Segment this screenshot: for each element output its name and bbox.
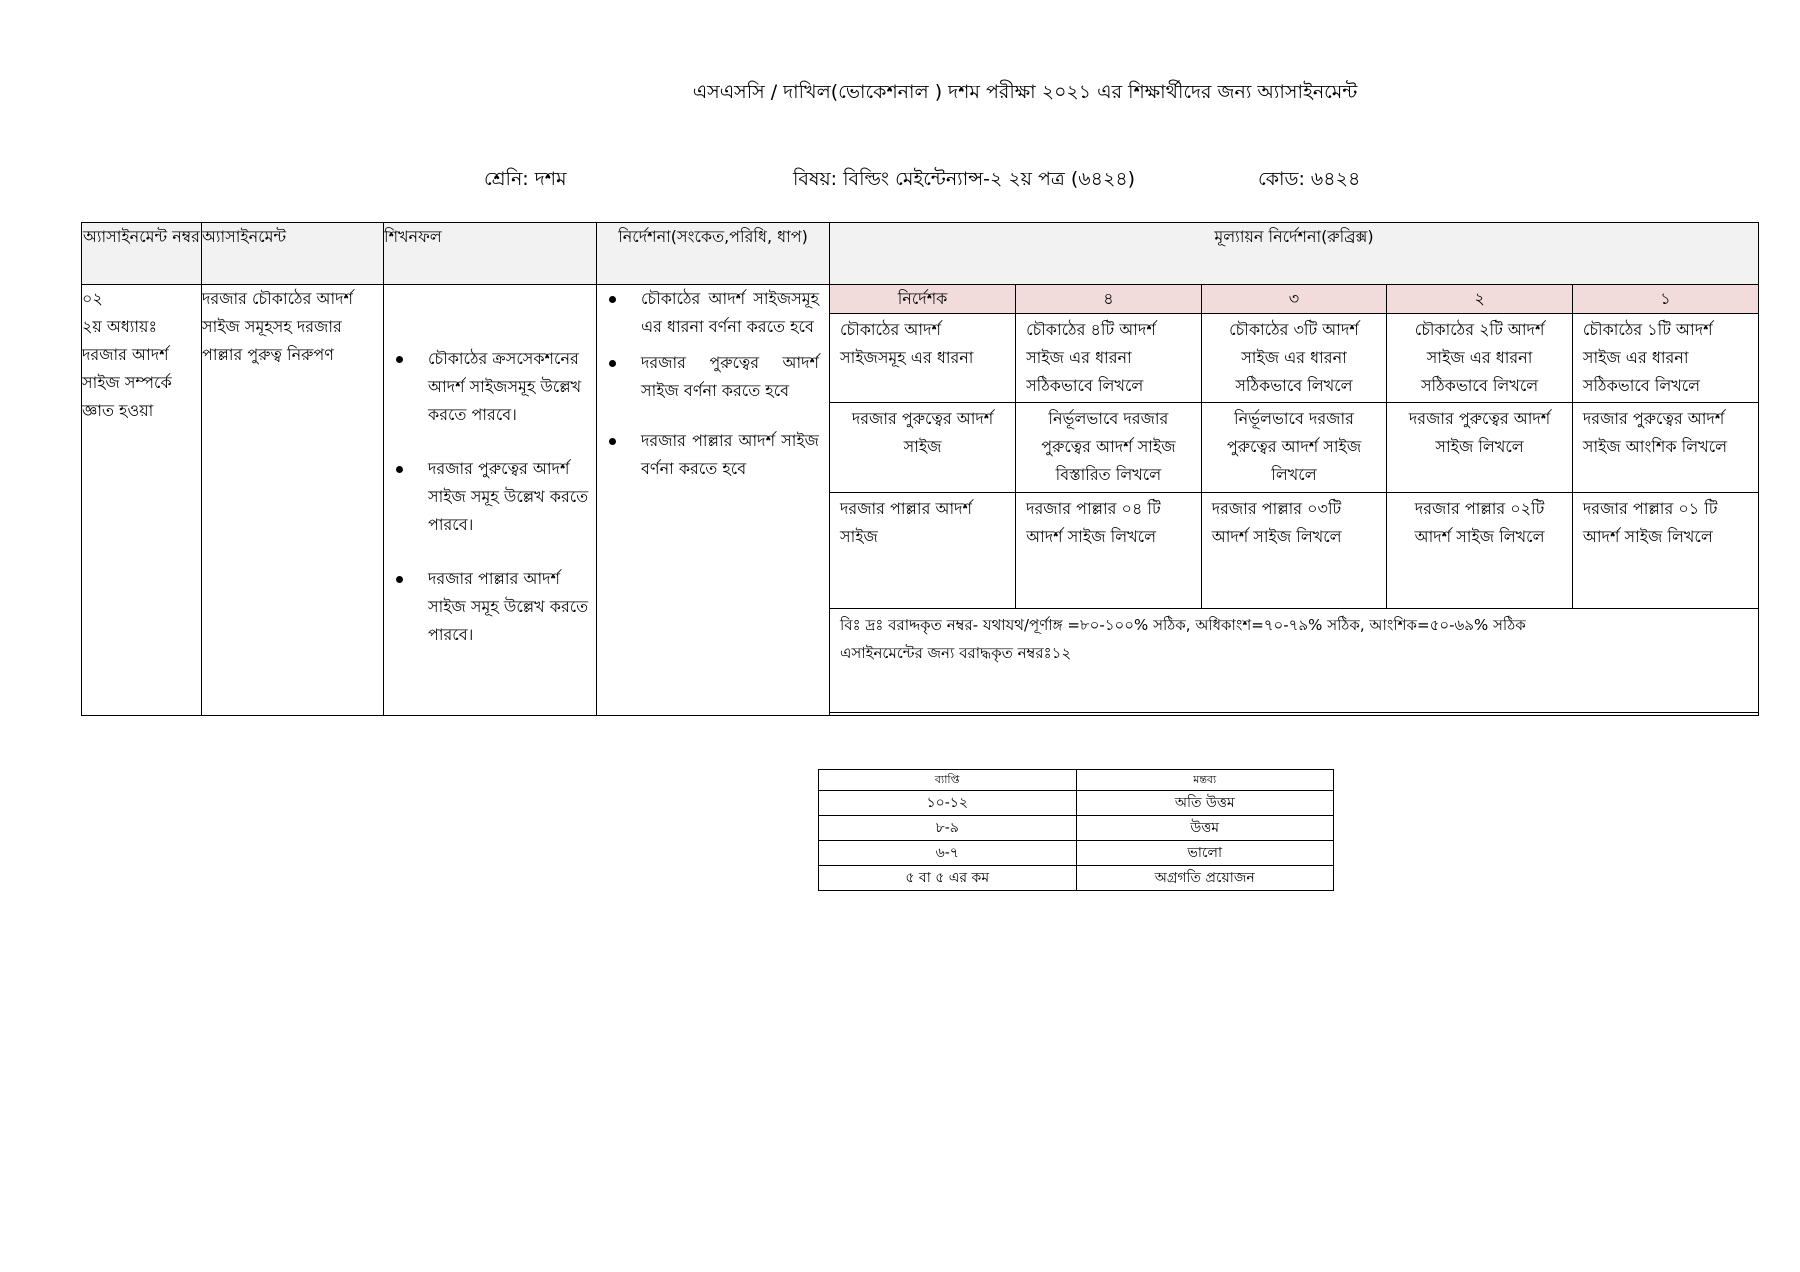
list-item: দরজার পাল্লার আদর্শ সাইজ সমূহ উল্লেখ করতে পারবে। (384, 565, 596, 649)
assignment-table (81, 222, 1759, 716)
directions-list (597, 285, 819, 483)
rubric-cell-text: নির্ভূলভাবে দরজার পুরুত্বের আদর্শ সাইজ বিস্তারিত লিখলে (1016, 403, 1202, 493)
rubric-table (830, 285, 1758, 713)
assignment-text: দরজার চৌকাঠের আদর্শ সাইজ সমূহসহ দরজার পাল্লার পুরুত্ব নিরুপণ (202, 285, 384, 716)
rubric-cell-text: চৌকাঠের ৪টি আদর্শ সাইজ এর ধারনা সঠিকভাবে লিখলে (1016, 314, 1202, 403)
note-total-marks: এসাইনমেন্টের জন্য বরাদ্ধকৃত নম্বরঃ১২ (840, 644, 1072, 662)
rubric-header-1: ১ (1572, 285, 1758, 314)
rubric-cell-text: দরজার পুরুত্বের আদর্শ সাইজ (830, 403, 1016, 493)
score-header-comment: মন্তব্য (1076, 770, 1334, 791)
list-item: দরজার পাল্লার আদর্শ সাইজ বর্ণনা করতে হবে (597, 427, 819, 483)
learning-outcomes-list (384, 315, 596, 649)
score-comment: অতি উত্তম (1076, 791, 1334, 816)
score-header-range: ব্যাপ্তি (819, 770, 1077, 791)
rubric-header-indicator: নির্দেশক (830, 285, 1016, 314)
rubric-cell-text: দরজার পাল্লার ০৩টি আদর্শ সাইজ লিখলে (1201, 493, 1387, 609)
rubric-header-2: ২ (1387, 285, 1573, 314)
rubric-cell-text: চৌকাঠের ১টি আদর্শ সাইজ এর ধারনা সঠিকভাবে লিখলে (1572, 314, 1758, 403)
rubric-cell-text: দরজার পাল্লার ০৪ টি আদর্শ সাইজ লিখলে (1016, 493, 1202, 609)
assignment-number: ০২ (82, 289, 103, 308)
code-label: কোড: ৬৪২৪ (1258, 168, 1361, 190)
rubric-cell-text: চৌকাঠের আদর্শ সাইজসমূহ এর ধারনা (830, 314, 1016, 403)
rubric-cell-text: চৌকাঠের ৩টি আদর্শ সাইজ এর ধারনা সঠিকভাবে লিখলে (1201, 314, 1387, 403)
subject-label: বিষয়: বিল্ডিং মেইন্টেন্যান্স-২ ২য় পত্র (৬৪২৪) (793, 168, 1136, 190)
rubric-cell-text: চৌকাঠের ২টি আদর্শ সাইজ এর ধারনা সঠিকভাবে লিখলে (1387, 314, 1573, 403)
rubric-cell-text: নির্ভূলভাবে দরজার পুরুত্বের আদর্শ সাইজ লিখলে (1201, 403, 1387, 493)
score-range: ৬-৭ (819, 841, 1077, 866)
score-comment: উত্তম (1076, 816, 1334, 841)
col-rubric: মূল্যায়ন নির্দেশনা(রুব্রিক্স) (830, 223, 1759, 285)
learning-outcomes-cell (384, 285, 597, 716)
list-item: চৌকাঠের ক্রসসেকশনের আদর্শ সাইজসমূহ উল্লেখ করতে পারবে। (384, 345, 596, 429)
rubric-header-3: ৩ (1201, 285, 1387, 314)
list-item: দরজার পুরুত্বের আদর্শ সাইজ বর্ণনা করতে হবে (597, 349, 819, 405)
score-comment: ভালো (1076, 841, 1334, 866)
class-label: শ্রেনি: দশম (484, 168, 567, 190)
score-comment: অগ্রগতি প্রয়োজন (1076, 866, 1334, 891)
list-item: চৌকাঠের আদর্শ সাইজসমূহ এর ধারনা বর্ণনা করতে হবে (597, 285, 819, 341)
score-range-table (818, 769, 1334, 891)
rubric-header-4: ৪ (1016, 285, 1202, 314)
rubric-note (830, 609, 1758, 713)
col-assignment: অ্যাসাইনমেন্ট (202, 223, 384, 285)
rubric-cell-text: দরজার পুরুত্বের আদর্শ সাইজ আংশিক লিখলে (1572, 403, 1758, 493)
rubric-cell (830, 285, 1759, 716)
col-assignment-no: অ্যাসাইনমেন্ট নম্বর (82, 223, 202, 285)
col-directions: নির্দেশনা(সংকেত,পরিধি, ধাপ) (597, 223, 830, 285)
rubric-cell-text: দরজার পাল্লার ০২টি আদর্শ সাইজ লিখলে (1387, 493, 1573, 609)
directions-cell (597, 285, 830, 716)
score-range: ৫ বা ৫ এর কম (819, 866, 1077, 891)
score-range: ১০-১২ (819, 791, 1077, 816)
rubric-cell-text: দরজার পাল্লার আদর্শ সাইজ (830, 493, 1016, 609)
page-title: এসএসসি / দাখিল(ভোকেশনাল ) দশম পরীক্ষা ২০২১ এর শিক্ষার্থীদের জন্য অ্যাসাইনমেন্ট (692, 81, 1358, 103)
note-marks-distribution: বিঃ দ্রঃ বরাদ্দকৃত নম্বর- যথাযথ/পূর্ণাঙ্গ =৮০-১০০% সঠিক, অধিকাংশ=৭০-৭৯% সঠিক, আংশিক=৫০-৬৯% সঠিক (840, 616, 1526, 634)
score-range: ৮-৯ (819, 816, 1077, 841)
col-learning-outcome: শিখনফল (384, 223, 597, 285)
chapter-text: ২য় অধ্যায়ঃ দরজার আদর্শ সাইজ সম্পর্কে জ্ঞাত হওয়া (82, 317, 172, 420)
rubric-cell-text: দরজার পুরুত্বের আদর্শ সাইজ লিখলে (1387, 403, 1573, 493)
list-item: দরজার পুরুত্বের আদর্শ সাইজ সমূহ উল্লেখ করতে পারবে। (384, 455, 596, 539)
rubric-cell-text: দরজার পাল্লার ০১ টি আদর্শ সাইজ লিখলে (1572, 493, 1758, 609)
assignment-number-cell (82, 285, 202, 716)
